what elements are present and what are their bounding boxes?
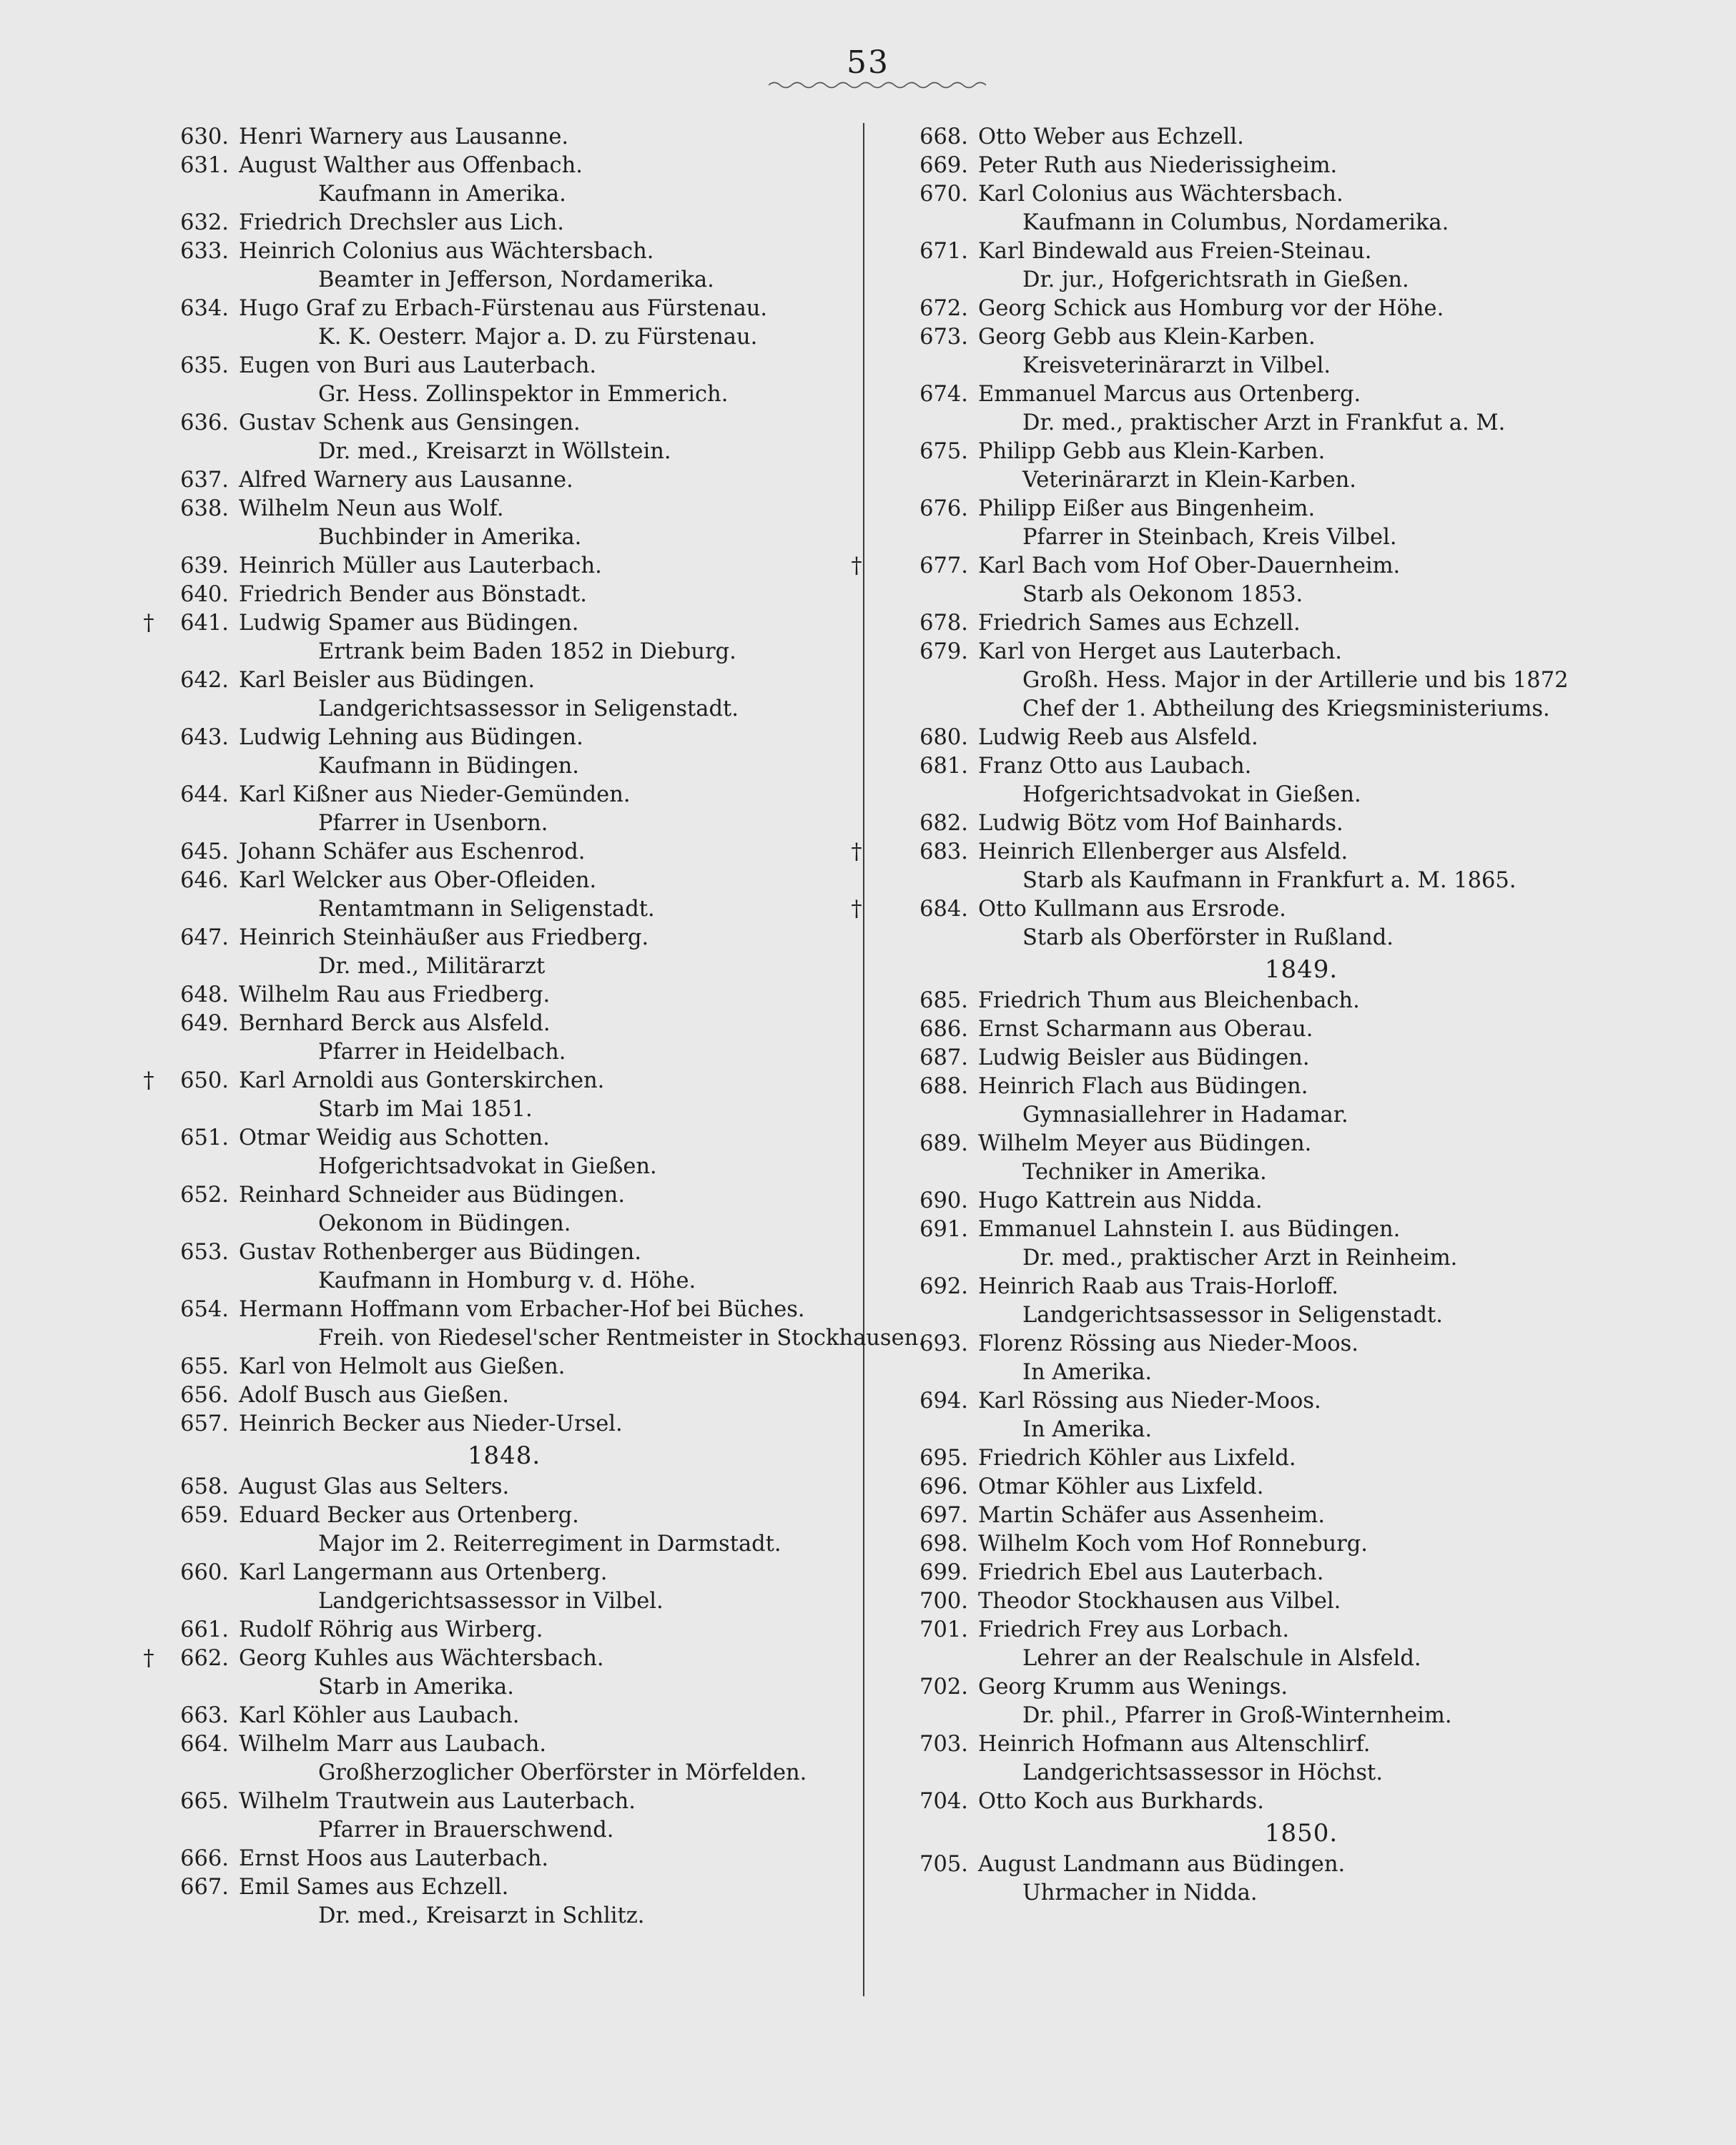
register-entry [879,1788,1723,1816]
entry-note: Starb in Amerika. [318,1675,514,1700]
entry-name: Wilhelm Neun aus Wolf. [239,496,504,521]
entry-number: 641. [180,611,229,636]
year-heading: 1850. [1264,1819,1338,1848]
entry-name: Heinrich Ellenberger aus Alsfeld. [978,839,1348,864]
register-entry [172,495,837,552]
entry-number: 649. [180,1011,229,1036]
register-entry [879,1273,1723,1330]
entry-number: 683. [919,839,968,864]
entry-number: 631. [180,153,229,178]
entry-name: Ernst Hoos aus Lauterbach. [239,1846,549,1871]
entry-name: Hugo Kattrein aus Nidda. [978,1188,1263,1213]
year-heading: 1848. [467,1441,541,1470]
entry-name: Emil Sames aus Echzell. [239,1875,509,1900]
entry-note: Techniker in Amerika. [1022,1160,1267,1185]
register-entry [172,1381,837,1410]
entry-name: Friedrich Thum aus Bleichenbach. [978,988,1360,1013]
entry-number: 699. [919,1560,968,1585]
register-entry [879,1072,1723,1130]
entry-name: Peter Ruth aus Niederissigheim. [978,153,1338,178]
entry-number: 660. [180,1560,229,1585]
entry-name: Emmanuel Marcus aus Ortenberg. [978,382,1361,407]
left-column [143,123,925,1930]
register-entry [172,295,837,352]
register-entry [879,1502,1723,1530]
entry-number: 642. [180,668,229,693]
register-entry [851,838,1723,895]
entry-name: August Walther aus Offenbach. [239,153,583,178]
entry-name: Florenz Rössing aus Nieder-Moos. [978,1331,1358,1356]
register-entry [172,1559,837,1616]
register-entry [879,1216,1723,1273]
entry-name: Heinrich Hofmann aus Altenschlirf. [978,1732,1371,1757]
register-entry [172,1616,837,1644]
entry-number: 684. [919,897,968,922]
entry-number: 690. [919,1188,968,1213]
register-entry [172,581,837,609]
register-entry [879,987,1723,1015]
entry-number: 663. [180,1703,229,1728]
entry-number: 644. [180,782,229,807]
entry-name: Hermann Hoffmann vom Erbacher-Hof bei Büches. [239,1297,805,1322]
register-entry [172,1410,837,1439]
entry-number: 675. [919,439,968,464]
entry-note: Uhrmacher in Nidda. [1022,1880,1258,1905]
entry-name: Heinrich Becker aus Nieder-Ursel. [239,1411,623,1436]
entry-number: 654. [180,1297,229,1322]
entry-number: 698. [919,1532,968,1557]
entry-name: Otto Kullmann aus Ersrode. [978,897,1286,922]
register-entry [879,123,1723,152]
entry-note: K. K. Oesterr. Major a. D. zu Fürstenau. [318,325,758,350]
register-entry [879,609,1723,638]
entry-note: In Amerika. [1022,1417,1153,1442]
entry-name: Karl von Helmolt aus Gießen. [239,1354,566,1379]
entry-name: Karl Köhler aus Laubach. [239,1703,520,1728]
entry-number: 704. [919,1789,968,1814]
entry-name: Friedrich Bender aus Bönstadt. [239,582,587,607]
entry-note: Starb als Kaufmann in Frankfurt a. M. 1865. [1022,868,1516,893]
entry-number: 696. [919,1474,968,1499]
register-entry [879,1473,1723,1502]
entry-number: 670. [919,182,968,207]
entry-name: Karl Bindewald aus Freien-Steinau. [978,239,1372,264]
register-entry [879,1015,1723,1044]
register-entry [879,1044,1723,1072]
register-entry [879,809,1723,838]
entry-name: Friedrich Drechsler aus Lich. [239,210,564,235]
entry-number: 653. [180,1240,229,1265]
entry-name: Karl Arnoldi aus Gonterskirchen. [239,1068,605,1093]
entry-note: Großh. Hess. Major in der Artillerie und bis 1872 [1022,668,1569,693]
entry-number: 687. [919,1045,968,1070]
register-entry [172,1730,837,1788]
entry-note: Dr. med., praktischer Arzt in Frankfut a. M. [1022,410,1506,435]
register-entry [172,409,837,466]
entry-number: 667. [180,1875,229,1900]
entry-note: Pfarrer in Brauerschwend. [318,1818,614,1843]
entry-note: Pfarrer in Steinbach, Kreis Vilbel. [1022,525,1397,550]
register-entry [172,466,837,495]
right-column [851,123,1723,1908]
register-entry [879,1673,1723,1730]
register-entry [172,1502,837,1559]
register-entry [172,237,837,295]
entry-number: 681. [919,754,968,779]
entry-number: 636. [180,410,229,435]
entry-note: Major im 2. Reiterregiment in Darmstadt. [318,1532,781,1557]
entry-name: Georg Schick aus Homburg vor der Höhe. [978,296,1444,321]
entry-name: Friedrich Sames aus Echzell. [978,611,1301,636]
register-entry [879,237,1723,295]
entry-number: 659. [180,1503,229,1528]
entry-name: Emmanuel Lahnstein I. aus Büdingen. [978,1217,1401,1242]
entry-note: Ertrank beim Baden 1852 in Dieburg. [318,639,736,664]
entry-name: Eduard Becker aus Ortenberg. [239,1503,579,1528]
register-entry [879,724,1723,752]
entry-note: Dr. phil., Pfarrer in Groß-Winternheim. [1022,1703,1452,1728]
entry-name: Ludwig Lehning aus Büdingen. [239,725,583,750]
entry-name: Heinrich Raab aus Trais-Horloff. [978,1274,1338,1299]
register-entry [879,1616,1723,1673]
deceased-dagger-mark: † [851,839,862,864]
entry-number: 677. [919,553,968,578]
register-entry [879,1730,1723,1788]
register-entry [879,295,1723,323]
entry-name: Ludwig Spamer aus Büdingen. [239,611,579,636]
entry-note: Landgerichtsassessor in Vilbel. [318,1589,664,1614]
register-entry [143,609,837,666]
register-entry [172,724,837,781]
register-entry [143,1067,837,1124]
entry-number: 702. [919,1675,968,1700]
entry-number: 693. [919,1331,968,1356]
entry-note: Dr. med., Kreisarzt in Schlitz. [318,1903,645,1928]
entry-note: Pfarrer in Usenborn. [318,811,548,836]
entry-name: Hugo Graf zu Erbach-Fürstenau aus Fürstenau. [239,296,768,321]
entry-number: 652. [180,1183,229,1208]
entry-name: Heinrich Colonius aus Wächtersbach. [239,239,654,264]
entry-name: Johann Schäfer aus Eschenrod. [239,839,586,864]
entry-number: 651. [180,1125,229,1150]
entry-number: 694. [919,1389,968,1414]
entry-note: Starb als Oekonom 1853. [1022,582,1303,607]
entry-name: Henri Warnery aus Lausanne. [239,124,569,149]
deceased-dagger-mark: † [851,553,862,578]
entry-name: Gustav Rothenberger aus Büdingen. [239,1240,642,1265]
entry-name: Philipp Gebb aus Klein-Karben. [978,439,1326,464]
entry-note: Dr. med., Kreisarzt in Wöllstein. [318,439,671,464]
entry-note: Kaufmann in Büdingen. [318,754,579,779]
entry-name: Otto Koch aus Burkhards. [978,1789,1264,1814]
entry-number: 664. [180,1732,229,1757]
entry-name: Wilhelm Trautwein aus Lauterbach. [239,1789,636,1814]
entry-number: 695. [919,1446,968,1471]
entry-name: Karl Colonius aus Wächtersbach. [978,182,1343,207]
entry-number: 632. [180,210,229,235]
entry-number: 680. [919,725,968,750]
register-entry [172,1473,837,1502]
entry-name: Georg Krumm aus Wenings. [978,1675,1288,1700]
entry-name: August Glas aus Selters. [239,1474,510,1499]
entry-number: 645. [180,839,229,864]
entry-name: Franz Otto aus Laubach. [978,754,1252,779]
entry-name: Ludwig Bötz vom Hof Bainhards. [978,811,1343,836]
entry-note: Buchbinder in Amerika. [318,525,582,550]
register-entry [172,1010,837,1067]
entry-note: Rentamtmann in Seligenstadt. [318,897,655,922]
entry-name: Heinrich Flach aus Büdingen. [978,1074,1308,1099]
entry-note: Oekonom in Büdingen. [318,1211,571,1236]
entry-note: Landgerichtsassessor in Seligenstadt. [1022,1303,1443,1328]
entry-name: Friedrich Ebel aus Lauterbach. [978,1560,1324,1585]
entry-number: 705. [919,1852,968,1877]
entry-number: 662. [180,1646,229,1671]
register-entry [879,752,1723,809]
entry-note: Kreisveterinärarzt in Vilbel. [1022,353,1331,378]
entry-name: Karl Welcker aus Ober-Ofleiden. [239,868,597,893]
entry-number: 635. [180,353,229,378]
entry-number: 682. [919,811,968,836]
entry-note: Landgerichtsassessor in Höchst. [1022,1760,1384,1785]
entry-number: 658. [180,1474,229,1499]
register-entry [879,380,1723,438]
register-entry [172,1873,837,1930]
entry-number: 661. [180,1617,229,1642]
entry-name: Otto Weber aus Echzell. [978,124,1244,149]
entry-note: Dr. med., Militärarzt [318,954,546,979]
register-entry [172,838,837,867]
entry-note: Starb als Oberförster in Rußland. [1022,925,1394,950]
entry-name: Adolf Busch aus Gießen. [239,1383,509,1408]
entry-number: 674. [919,382,968,407]
register-entry [172,1353,837,1381]
entry-number: 650. [180,1068,229,1093]
entry-name: Karl Rössing aus Nieder-Moos. [978,1389,1321,1414]
entry-note: Gymnasiallehrer in Hadamar. [1022,1103,1348,1128]
entry-number: 703. [919,1732,968,1757]
register-entry [879,1587,1723,1616]
entry-number: 648. [180,982,229,1007]
entry-note: Beamter in Jefferson, Nordamerika. [318,267,714,292]
entry-number: 686. [919,1017,968,1042]
entry-number: 640. [180,582,229,607]
entry-number: 672. [919,296,968,321]
register-entry [172,552,837,581]
entry-number: 655. [180,1354,229,1379]
deceased-dagger-mark: † [143,1646,154,1671]
entry-name: Karl Langermann aus Ortenberg. [239,1560,608,1585]
entry-name: Ernst Scharmann aus Oberau. [978,1017,1313,1042]
register-entry [172,123,837,152]
year-heading: 1849. [1264,955,1338,984]
register-entry [879,323,1723,380]
entry-note: Gr. Hess. Zollinspektor in Emmerich. [318,382,729,407]
entry-note: Dr. jur., Hofgerichtsrath in Gießen. [1022,267,1409,292]
register-entry [172,1238,837,1296]
register-entry [879,438,1723,495]
entry-name: Friedrich Frey aus Lorbach. [978,1617,1290,1642]
entry-note: Freih. von Riedesel'scher Rentmeister in Stockhausen. [318,1326,925,1351]
entry-number: 666. [180,1846,229,1871]
register-entry [172,781,837,838]
register-entry [172,209,837,237]
entry-name: Wilhelm Koch vom Hof Ronneburg. [978,1532,1368,1557]
entry-note: Lehrer an der Realschule in Alsfeld. [1022,1646,1421,1671]
entry-name: Georg Gebb aus Klein-Karben. [978,325,1316,350]
register-entry [851,552,1723,609]
entry-name: Karl Kißner aus Nieder-Gemünden. [239,782,631,807]
entry-note: In Amerika. [1022,1360,1153,1385]
entry-name: Georg Kuhles aus Wächtersbach. [239,1646,604,1671]
entry-number: 689. [919,1131,968,1156]
register-entry [879,1387,1723,1444]
entry-note: Chef der 1. Abtheilung des Kriegsministeriums. [1022,696,1550,721]
entry-note: Starb im Mai 1851. [318,1097,533,1122]
deceased-dagger-mark: † [851,897,862,922]
register-entry [172,1788,837,1845]
entry-note: Landgerichtsassessor in Seligenstadt. [318,696,739,721]
entry-name: Eugen von Buri aus Lauterbach. [239,353,597,378]
entry-name: Bernhard Berck aus Alsfeld. [239,1011,551,1036]
entry-number: 688. [919,1074,968,1099]
register-entry [172,981,837,1010]
entry-name: Karl Bach vom Hof Ober-Dauernheim. [978,553,1401,578]
entry-number: 656. [180,1383,229,1408]
entry-name: Reinhard Schneider aus Büdingen. [239,1183,626,1208]
entry-name: Heinrich Steinhäußer aus Friedberg. [239,925,649,950]
entry-name: Friedrich Köhler aus Lixfeld. [978,1446,1296,1471]
entry-name: Karl Beisler aus Büdingen. [239,668,536,693]
entry-name: Rudolf Röhrig aus Wirberg. [239,1617,543,1642]
entry-number: 678. [919,611,968,636]
entry-number: 697. [919,1503,968,1528]
entry-note: Kaufmann in Columbus, Nordamerika. [1022,210,1449,235]
register-entry [172,1181,837,1238]
entry-name: Theodor Stockhausen aus Vilbel. [978,1589,1341,1614]
entry-number: 639. [180,553,229,578]
register-entry [172,352,837,409]
entry-note: Kaufmann in Homburg v. d. Höhe. [318,1268,696,1293]
entry-name: Martin Schäfer aus Assenheim. [978,1503,1326,1528]
entry-number: 692. [919,1274,968,1299]
entry-number: 633. [180,239,229,264]
register-entry [172,924,837,981]
entry-note: Hofgerichtsadvokat in Gießen. [1022,782,1361,807]
register-entry [879,638,1723,724]
entry-name: Gustav Schenk aus Gensingen. [239,410,581,435]
entry-name: Heinrich Müller aus Lauterbach. [239,553,602,578]
entry-number: 701. [919,1617,968,1642]
entry-number: 646. [180,868,229,893]
entry-number: 665. [180,1789,229,1814]
entry-number: 638. [180,496,229,521]
entry-number: 630. [180,124,229,149]
register-entry [143,1644,837,1702]
entry-number: 676. [919,496,968,521]
register-entry [851,895,1723,952]
register-entry [879,1187,1723,1216]
register-entry [879,1850,1723,1908]
entry-name: Wilhelm Rau aus Friedberg. [239,982,551,1007]
register-entry [879,1130,1723,1187]
register-entry [172,867,837,924]
entry-number: 647. [180,925,229,950]
deceased-dagger-mark: † [143,611,154,636]
page-number: 53 [847,44,889,81]
register-entry [172,152,837,209]
entry-number: 669. [919,153,968,178]
entry-number: 679. [919,639,968,664]
entry-number: 685. [919,988,968,1013]
register-entry [879,1330,1723,1387]
entry-number: 700. [919,1589,968,1614]
register-entry [879,1444,1723,1473]
entry-note: Großherzoglicher Oberförster in Mörfelden. [318,1760,807,1785]
deceased-dagger-mark: † [143,1068,154,1093]
entry-name: Alfred Warnery aus Lausanne. [239,468,573,493]
register-entry [879,1559,1723,1587]
entry-number: 671. [919,239,968,264]
register-entry [879,1530,1723,1559]
register-entry [879,152,1723,180]
entry-number: 668. [919,124,968,149]
register-entry [172,1296,925,1353]
entry-note: Pfarrer in Heidelbach. [318,1040,566,1065]
entry-name: Ludwig Beisler aus Büdingen. [978,1045,1310,1070]
decorative-wavy-rule [769,80,990,90]
entry-name: August Landmann aus Büdingen. [978,1852,1346,1877]
entry-number: 643. [180,725,229,750]
register-entry [172,1845,837,1873]
entry-name: Karl von Herget aus Lauterbach. [978,639,1342,664]
entry-number: 634. [180,296,229,321]
entry-number: 691. [919,1217,968,1242]
entry-number: 673. [919,325,968,350]
entry-note: Kaufmann in Amerika. [318,182,566,207]
entry-name: Otmar Weidig aus Schotten. [239,1125,550,1150]
entry-name: Philipp Eißer aus Bingenheim. [978,496,1316,521]
entry-note: Dr. med., praktischer Arzt in Reinheim. [1022,1246,1458,1271]
entry-note: Hofgerichtsadvokat in Gießen. [318,1154,657,1179]
entry-number: 657. [180,1411,229,1436]
register-entry [172,1702,837,1730]
register-entry [879,495,1723,552]
register-entry [879,180,1723,237]
entry-name: Otmar Köhler aus Lixfeld. [978,1474,1264,1499]
column-divider [863,123,864,1996]
register-entry [172,1124,837,1181]
entry-name: Wilhelm Meyer aus Büdingen. [978,1131,1312,1156]
entry-number: 637. [180,468,229,493]
entry-name: Ludwig Reeb aus Alsfeld. [978,725,1258,750]
entry-note: Veterinärarzt in Klein-Karben. [1022,468,1356,493]
entry-name: Wilhelm Marr aus Laubach. [239,1732,547,1757]
register-entry [172,666,837,724]
